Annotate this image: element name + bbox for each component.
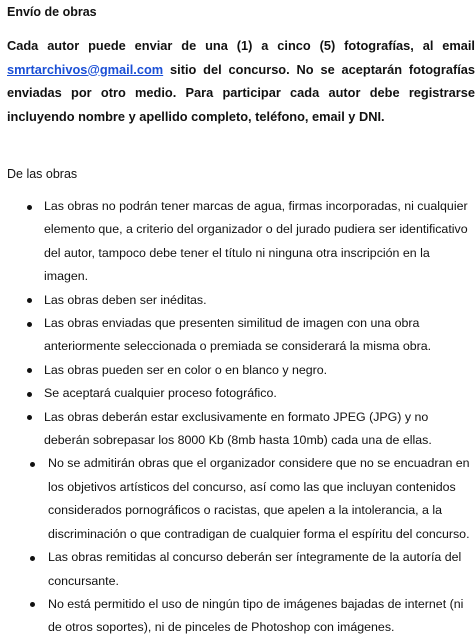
list-item-text: Las obras deberán estar exclusivamente en formato JPEG (JPG) y no deberán sobrepasar los 8000 Kb (8mb hasta 10mb) cada una de ellas. (44, 409, 432, 448)
list-item (0, 312, 476, 359)
section-title-obras: De las obras (7, 167, 78, 181)
rules-list (0, 195, 476, 640)
bullet-icon (27, 298, 32, 303)
bullet-icon (27, 322, 32, 327)
list-item-text: Las obras enviadas que presenten similitud de imagen con una obra anteriormente seleccionada o premiada se considerará la misma obra. (44, 316, 432, 354)
bullet-icon (30, 462, 35, 467)
list-item-text: Las obras deben ser inéditas. (44, 292, 207, 307)
intro-paragraph (7, 34, 475, 128)
list-item (0, 382, 476, 405)
list-item (0, 406, 476, 453)
list-item (0, 546, 476, 593)
email-link[interactable]: smrtarchivos@gmail.com (7, 61, 164, 77)
list-item-text: Las obras remitidas al concurso deberán ser íntegramente de la autoría del concursante. (48, 550, 462, 588)
bullet-icon (27, 415, 32, 420)
bullet-icon (30, 602, 35, 607)
list-item (0, 289, 476, 312)
bullet-icon (27, 205, 32, 210)
list-item (0, 452, 476, 546)
bullet-icon (30, 556, 35, 561)
section-heading-envio: Envío de obras (7, 5, 97, 19)
list-item-text: Las obras pueden ser en color o en blanco y negro. (44, 362, 328, 377)
list-item-text: No está permitido el uso de ningún tipo de imágenes bajadas de internet (ni de otros soportes), ni de pinceles de Photoshop con imágenes. (48, 596, 464, 635)
intro-text-before: Cada autor puede enviar de una (1) a cinco (5) fotografías, al email (7, 38, 475, 53)
list-item (0, 359, 476, 382)
list-item-text: Se aceptará cualquier proceso fotográfico. (44, 386, 277, 401)
bullet-icon (27, 368, 32, 373)
intro-text-after: sitio del concurso. No se aceptarán fotografías enviadas por otro medio. Para participar cada autor debe registrarse incluyendo nombre y apellido completo, teléfono, email y DNI. (7, 61, 475, 124)
list-item-text: No se admitirán obras que el organizador considere que no se encuadran en los objetivos artísticos del concurso, así como las que incluyan contenidos considerados pornográficos o racistas, que apelen a la intolerancia, a la discriminación o que contradigan de cualquier forma el espíritu del concurso. (48, 456, 470, 541)
list-item (0, 195, 476, 289)
list-item-text: Las obras no podrán tener marcas de agua, firmas incorporadas, ni cualquier elemento que, a criterio del organizador o del jurado pudiera ser identificativo del autor, tampoco debe tener el título ni ninguna otra inscripción en la imagen. (44, 199, 468, 284)
list-item (0, 593, 476, 640)
bullet-icon (27, 392, 32, 397)
